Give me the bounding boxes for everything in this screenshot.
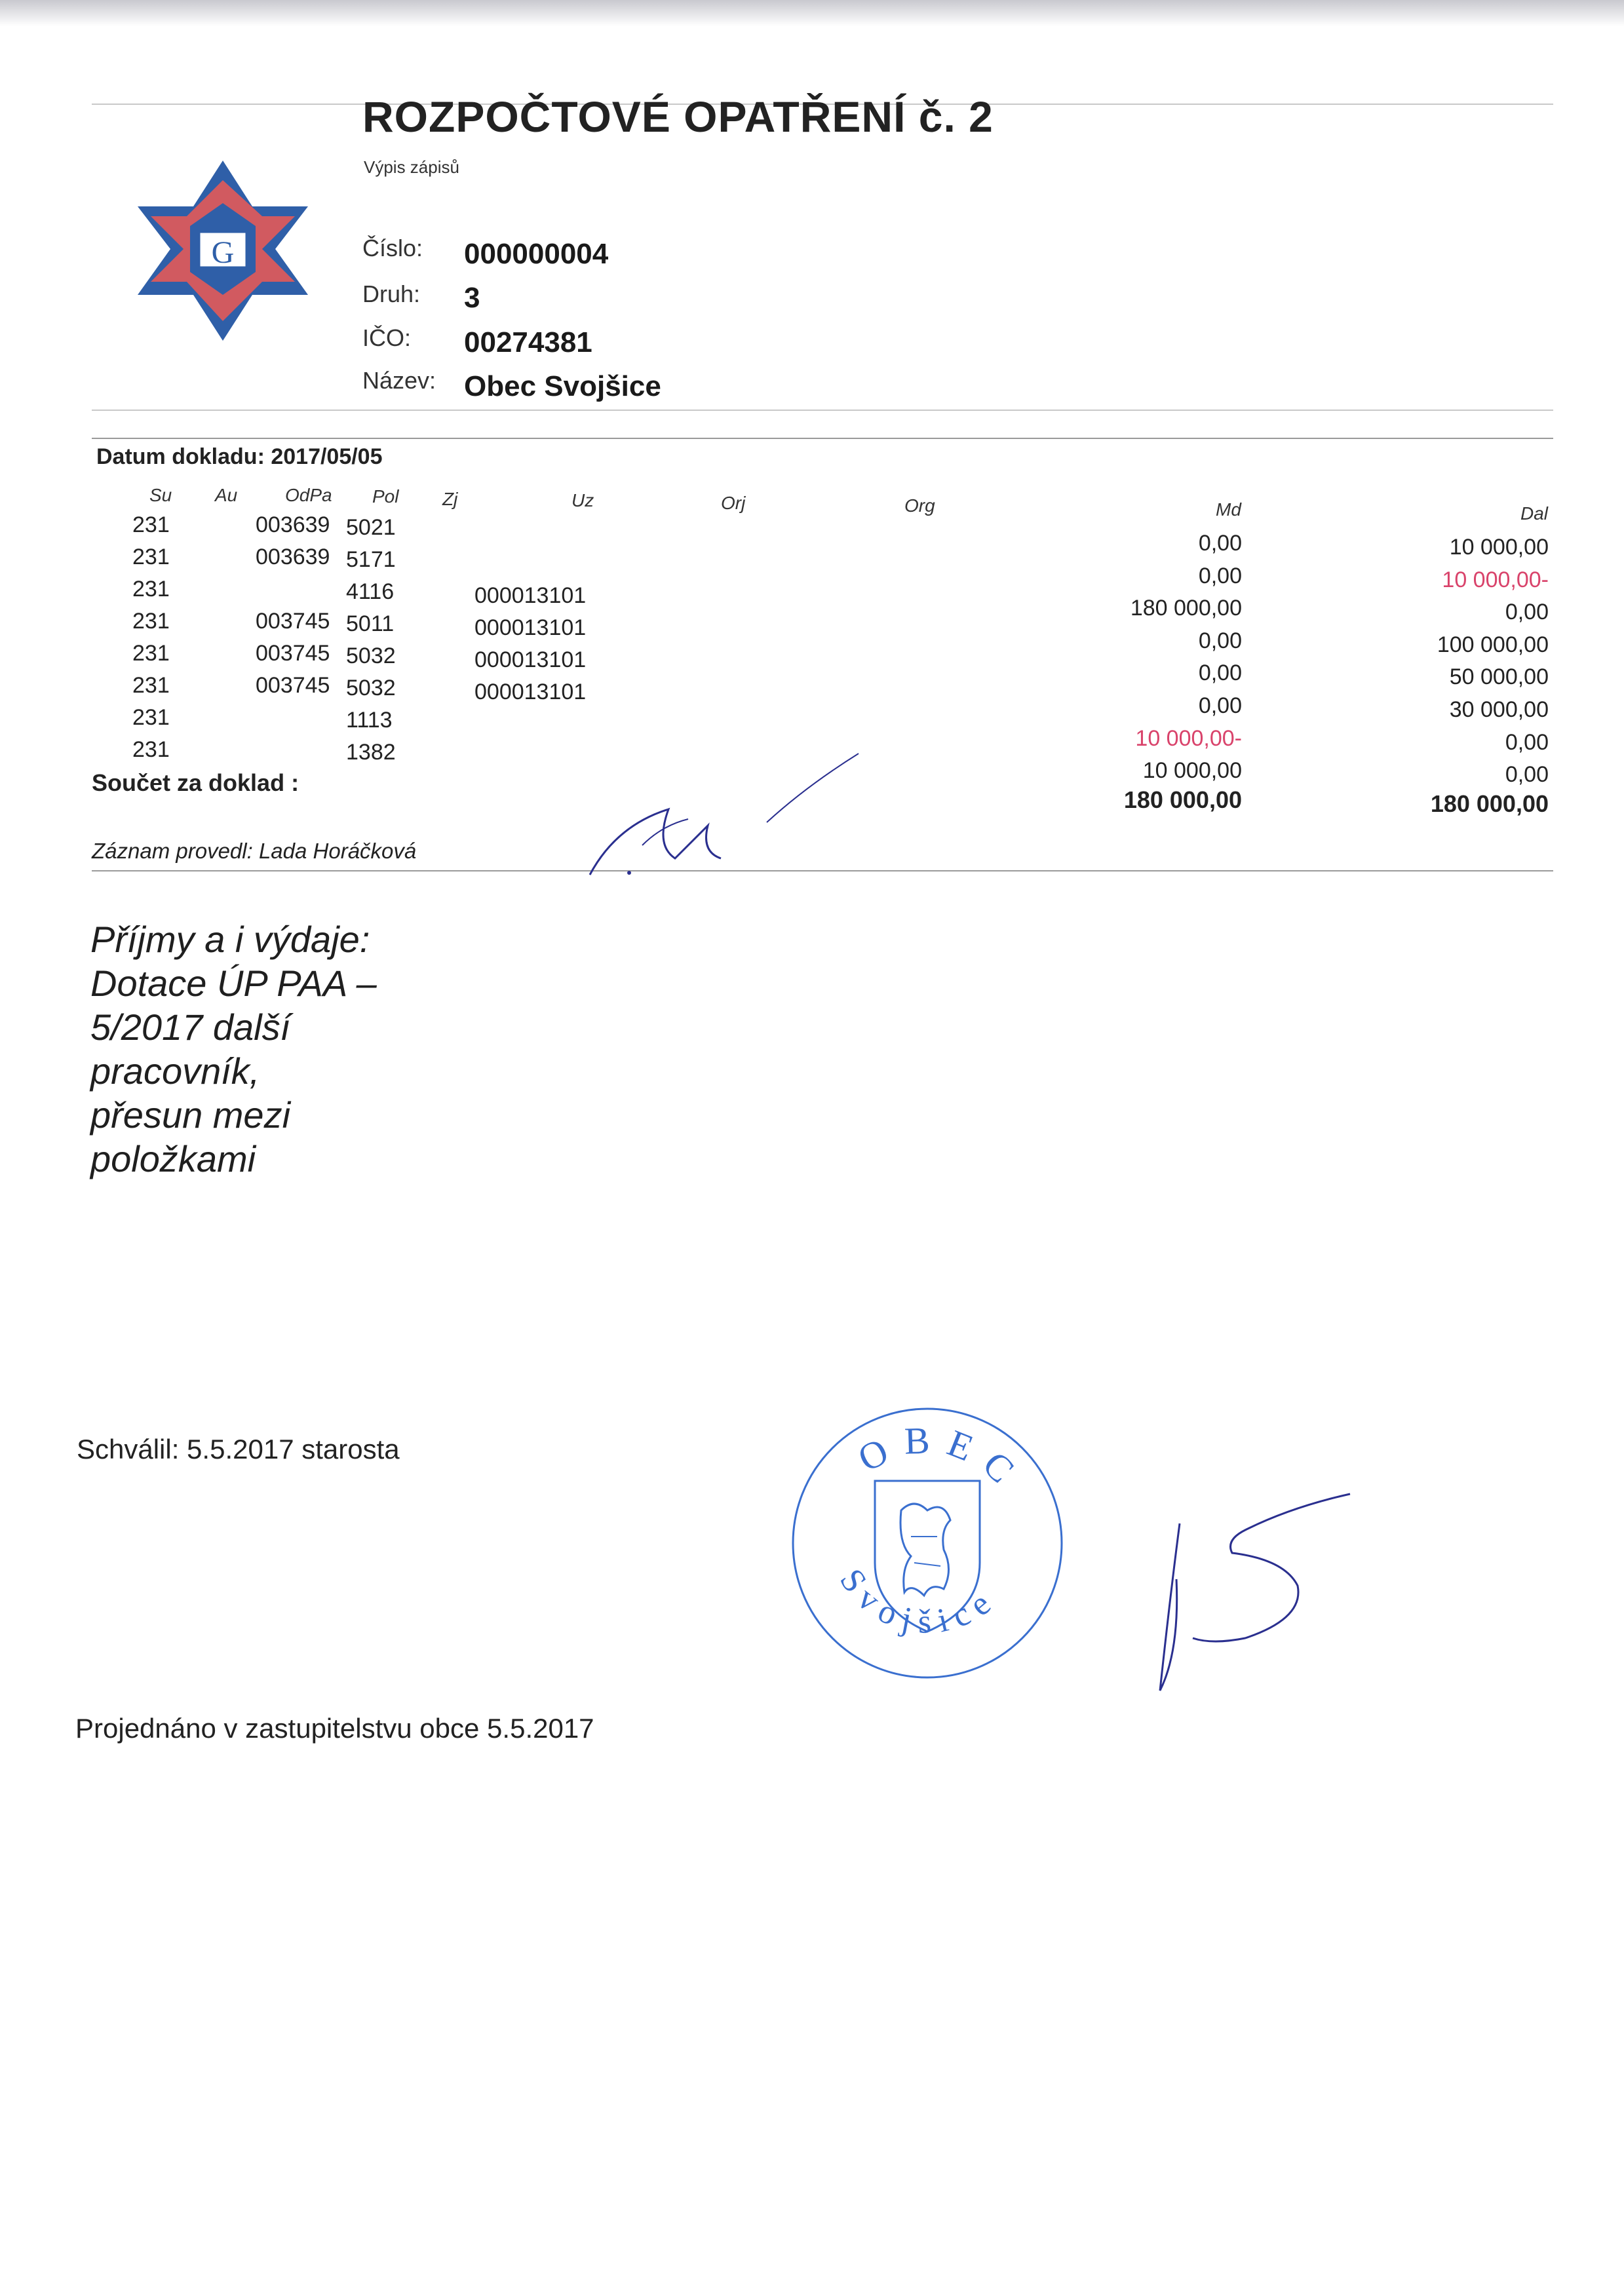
cell-dal: 10 000,00 xyxy=(1449,535,1549,560)
col-header-orj: Orj xyxy=(721,493,746,513)
initials-signature-icon xyxy=(577,747,865,891)
svg-text:OBEC xyxy=(851,1419,1033,1501)
page-title: ROZPOČTOVÉ OPATŘENÍ č. 2 xyxy=(362,92,994,141)
col-header-au: Au xyxy=(215,485,238,505)
cell-pol: 5171 xyxy=(346,547,396,572)
cell-uz: 000013101 xyxy=(474,583,587,608)
cell-su: 231 xyxy=(132,609,170,634)
cell-uz: 000013101 xyxy=(474,615,587,640)
cell-dal: 30 000,00 xyxy=(1449,697,1549,722)
discussed-by: Projednáno v zastupitelstvu obce 5.5.2017 xyxy=(75,1713,594,1744)
cell-odpa: 003639 xyxy=(256,545,330,569)
svg-text:G: G xyxy=(211,235,235,270)
note-text: Příjmy a i výdaje: Dotace ÚP PAA – 5/2017 další pracovník, přesun mezi položkami xyxy=(90,919,377,1179)
cell-su: 231 xyxy=(132,673,170,698)
approved-by: Schválil: 5.5.2017 starosta xyxy=(77,1434,400,1464)
initials-signature xyxy=(577,747,865,891)
cell-dal: 10 000,00- xyxy=(1442,567,1549,592)
field-value-nazev: Obec Svojšice xyxy=(464,370,661,402)
cell-dal: 100 000,00 xyxy=(1437,632,1549,657)
cell-su: 231 xyxy=(132,705,170,730)
total-dal: 180 000,00 xyxy=(1430,790,1549,817)
cell-odpa: 003745 xyxy=(256,641,330,666)
cell-md: 0,00 xyxy=(1198,628,1242,653)
cell-uz: 000013101 xyxy=(474,647,587,672)
cell-odpa: 003639 xyxy=(256,512,330,537)
cell-pol: 5032 xyxy=(346,643,396,668)
cell-pol: 5021 xyxy=(346,515,396,540)
cell-md: 10 000,00 xyxy=(1142,758,1242,784)
field-label-druh: Druh: xyxy=(362,280,421,307)
col-header-md: Md xyxy=(1216,499,1241,520)
document-date: Datum dokladu: 2017/05/05 xyxy=(96,444,383,469)
col-header-org: Org xyxy=(904,495,935,516)
cell-pol: 4116 xyxy=(346,579,395,604)
col-header-uz: Uz xyxy=(571,490,594,510)
cell-odpa: 003745 xyxy=(256,609,330,634)
field-label-nazev: Název: xyxy=(362,367,436,394)
cell-md: 0,00 xyxy=(1198,531,1242,556)
cell-md: 0,00 xyxy=(1198,693,1242,718)
col-header-su: Su xyxy=(149,485,172,505)
cell-pol: 5032 xyxy=(346,676,396,700)
cell-odpa: 003745 xyxy=(256,673,330,698)
municipal-stamp xyxy=(786,1399,1068,1687)
coat-of-arms-stamp-icon xyxy=(786,1399,1068,1687)
cell-md: 0,00 xyxy=(1198,660,1242,686)
total-label: Součet za doklad : xyxy=(92,769,300,796)
cell-su: 231 xyxy=(132,512,170,537)
page-subtitle: Výpis zápisů xyxy=(364,157,459,177)
field-label-cislo: Číslo: xyxy=(362,235,423,261)
stamp-bottom-text: Svojšice xyxy=(832,1562,1005,1641)
cell-md: 180 000,00 xyxy=(1130,596,1242,621)
cell-su: 231 xyxy=(132,737,170,762)
col-header-dal: Dal xyxy=(1520,503,1549,524)
cell-su: 231 xyxy=(132,641,170,666)
cell-dal: 50 000,00 xyxy=(1449,664,1549,690)
cell-dal: 0,00 xyxy=(1505,600,1549,625)
field-value-cislo: 000000004 xyxy=(464,238,609,270)
stamp-top-text: OBEC xyxy=(851,1418,1033,1501)
cell-md: 10 000,00- xyxy=(1135,725,1242,751)
cell-pol: 1382 xyxy=(346,740,396,765)
cell-su: 231 xyxy=(132,545,170,569)
cell-pol: 1113 xyxy=(346,708,393,733)
field-label-ico: IČO: xyxy=(362,324,412,351)
cell-uz: 000013101 xyxy=(474,679,587,704)
company-logo xyxy=(128,154,318,344)
star-logo-icon xyxy=(128,154,318,344)
total-md: 180 000,00 xyxy=(1123,786,1242,813)
col-header-pol: Pol xyxy=(372,486,399,507)
col-header-odpa: OdPa xyxy=(285,485,332,505)
col-header-zj: Zj xyxy=(442,489,458,509)
scan-edge xyxy=(0,0,1624,26)
mayor-signature-icon xyxy=(1134,1481,1363,1717)
field-value-ico: 00274381 xyxy=(464,326,592,358)
cell-dal: 0,00 xyxy=(1505,762,1549,788)
recorded-by: Záznam provedl: Lada Horáčková xyxy=(92,839,417,863)
field-value-druh: 3 xyxy=(464,282,480,314)
cell-dal: 0,00 xyxy=(1505,729,1549,755)
mayor-signature xyxy=(1134,1481,1363,1717)
cell-pol: 5011 xyxy=(346,611,395,636)
cell-su: 231 xyxy=(132,577,170,602)
cell-md: 0,00 xyxy=(1198,563,1242,588)
